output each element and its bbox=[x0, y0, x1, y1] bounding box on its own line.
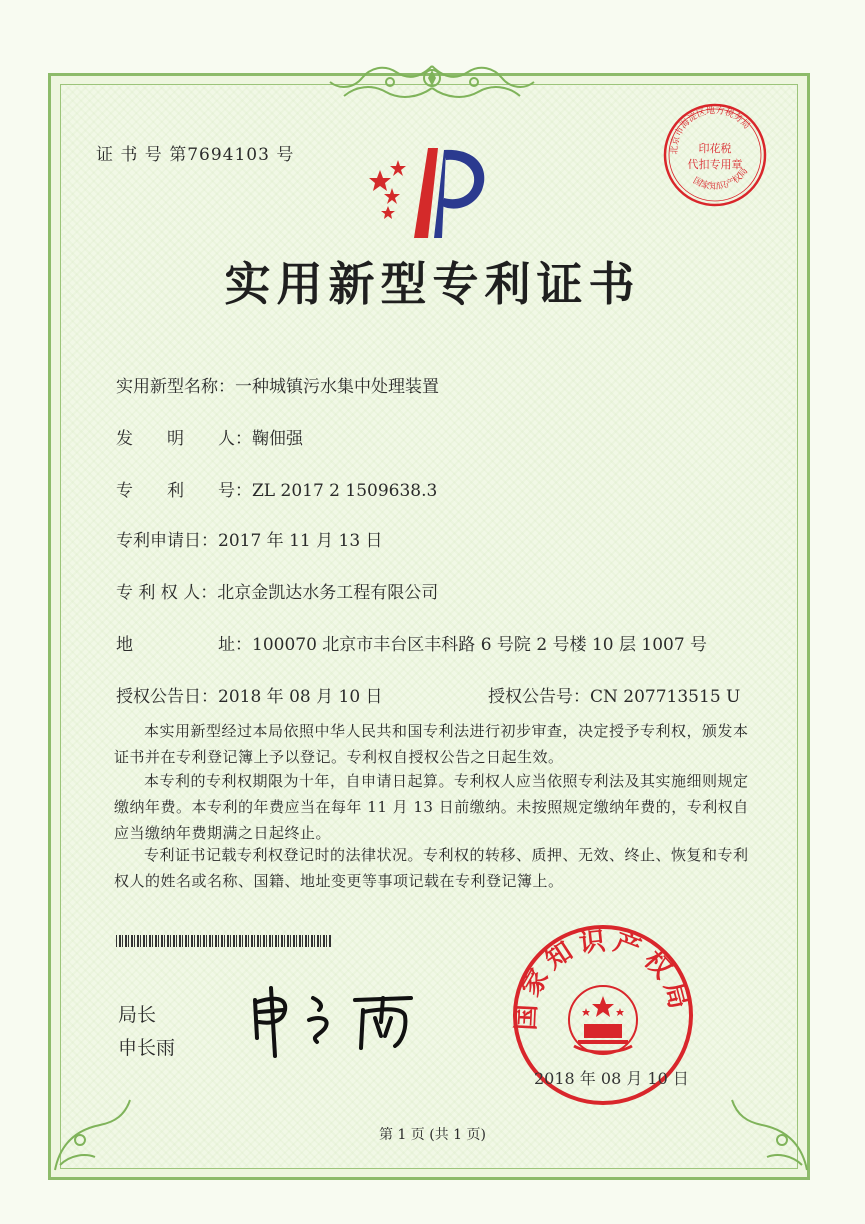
small-seal-ring-text: 北京市海淀区地方税务局 bbox=[669, 106, 752, 155]
field-value: 2018 年 08 月 10 日 bbox=[218, 687, 383, 707]
field-inventor bbox=[116, 424, 303, 449]
field-patent-holder bbox=[116, 578, 438, 603]
field-address bbox=[116, 630, 707, 655]
top-ornament-icon bbox=[300, 58, 565, 108]
field-value: 2017 年 11 月 13 日 bbox=[218, 531, 383, 551]
field-value: 北京金凯达水务工程有限公司 bbox=[217, 583, 439, 603]
field-label: 实用新型名称： bbox=[116, 377, 235, 397]
certificate-number: 证 书 号 第7694103 号 bbox=[96, 145, 295, 165]
field-value: 鞠佃强 bbox=[252, 429, 303, 449]
field-grant-number bbox=[488, 682, 740, 707]
field-label: 专 利 号： bbox=[116, 481, 252, 501]
tax-seal-icon bbox=[660, 100, 770, 210]
director-signature-icon bbox=[235, 980, 435, 1060]
field-utility-model-name bbox=[116, 372, 439, 397]
field-value: CN 207713515 U bbox=[590, 687, 741, 707]
small-seal-line2: 代扣专用章 bbox=[687, 158, 743, 171]
small-seal-line1: 印花税 bbox=[698, 142, 732, 155]
sipo-logo-icon bbox=[358, 140, 498, 240]
seal-text: 国家知识产权局 bbox=[511, 925, 696, 1032]
field-grant-date bbox=[116, 682, 383, 707]
field-value: 一种城镇污水集中处理装置 bbox=[235, 377, 439, 397]
field-patent-number bbox=[116, 476, 437, 501]
seal-date: 2018 年 08 月 10 日 bbox=[534, 1069, 689, 1088]
paragraph-grant-statement: 本实用新型经过本局依照中华人民共和国专利法进行初步审查，决定授予专利权，颁发本证书并在专利登记簿上予以登记。专利权自授权公告之日起生效。 bbox=[114, 722, 749, 766]
paragraph-term-statement: 本专利的专利权期限为十年，自申请日起算。专利权人应当依照专利法及其实施细则规定缴纳年费。本专利的年费应当在每年 11 月 13 日前缴纳。未按照规定缴纳年费的，专利权自应当缴纳年费期满之日起终止。 bbox=[114, 772, 749, 842]
page-number: 第 1 页 (共 1 页) bbox=[379, 1127, 486, 1143]
field-label: 授权公告号： bbox=[488, 687, 590, 707]
document-title: 实用新型专利证书 bbox=[224, 257, 641, 311]
field-label: 专利申请日： bbox=[116, 531, 218, 551]
field-application-date bbox=[116, 526, 383, 551]
director-name: 申长雨 bbox=[118, 1037, 176, 1059]
field-label: 授权公告日： bbox=[116, 687, 218, 707]
field-label: 地 址： bbox=[116, 635, 252, 655]
field-value: ZL 2017 2 1509638.3 bbox=[252, 481, 438, 501]
field-label: 专 利 权 人： bbox=[116, 583, 218, 603]
barcode bbox=[116, 935, 332, 947]
small-seal-bottom-text: 国家知识产权局 bbox=[690, 166, 751, 193]
field-value: 100070 北京市丰台区丰科路 6 号院 2 号楼 10 层 1007 号 bbox=[252, 635, 708, 655]
director-title: 局长 bbox=[118, 1004, 157, 1026]
svg-text:国家知识产权局 bbox=[511, 926, 695, 1031]
field-label: 发 明 人： bbox=[116, 429, 252, 449]
paragraph-legal-status: 专利证书记载专利权登记时的法律状况。专利权的转移、质押、无效、终止、恢复和专利权人的姓名或名称、国籍、地址变更等事项记载在专利登记簿上。 bbox=[114, 846, 749, 890]
